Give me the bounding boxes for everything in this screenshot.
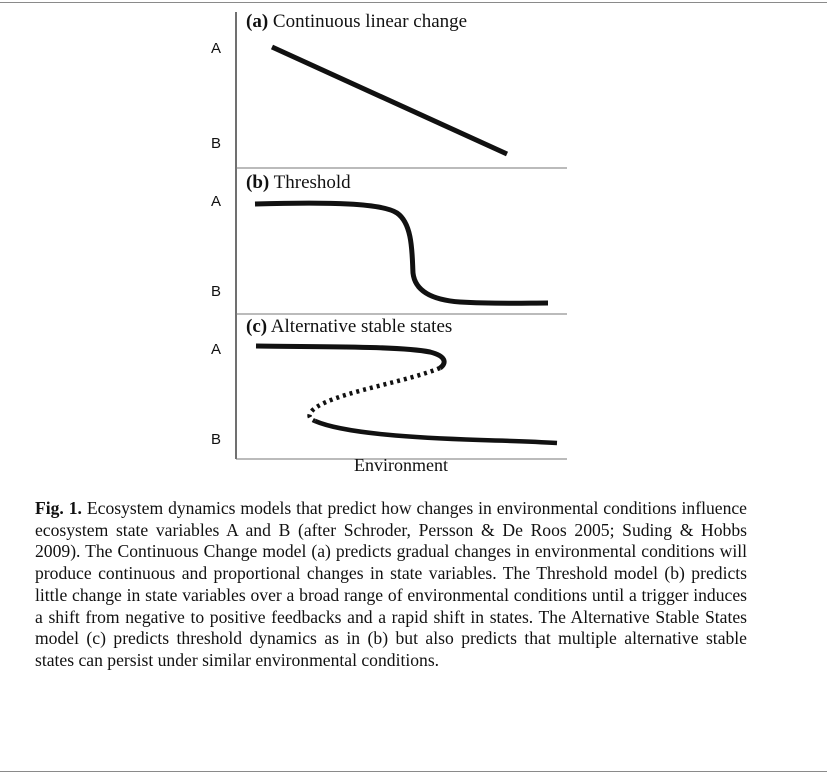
panel-b-title-prefix: (b) xyxy=(246,172,270,193)
x-axis-label: Environment xyxy=(354,455,448,475)
panel-b-state-b-label: B xyxy=(211,283,222,300)
bottom-border-line xyxy=(0,771,827,772)
panel-b xyxy=(211,172,567,314)
panel-b-state-a-label: A xyxy=(211,193,222,210)
caption-label: Fig. 1. xyxy=(35,498,82,518)
panel-c-state-b-label: B xyxy=(211,431,222,448)
panel-c-lower-stable-branch xyxy=(315,421,557,443)
panel-c-title-prefix: (c) xyxy=(246,316,268,337)
panel-c-title-text: Alternative stable states xyxy=(267,316,453,337)
figure-caption xyxy=(35,498,747,672)
panel-b-title xyxy=(246,172,351,193)
panel-c-state-a-label: A xyxy=(211,341,222,358)
panel-c xyxy=(211,316,567,459)
panel-a-title-text: Continuous linear change xyxy=(268,11,468,32)
panel-a-linear-change-curve xyxy=(272,47,507,154)
panel-b-threshold-curve xyxy=(255,203,548,303)
panel-a xyxy=(211,11,567,168)
panel-a-state-b-label: B xyxy=(211,135,222,152)
panel-a-title-prefix: (a) xyxy=(246,11,269,32)
panel-c-title xyxy=(246,316,452,337)
caption-text: Ecosystem dynamics models that predict how changes in environmental conditions influence ecosystem state variables A and B (after Schroder, Persson & De Roos 2005; Suding & Hobbs 2009). The Continuous Change model (a) predicts gradual changes in environmental conditions will produce continuous and proportional changes in state variables. The Threshold model (b) predicts little change in state variables over a broad range of environmental conditions until a trigger induces a shift from negative to positive feedbacks and a rapid shift in states. The Alternative Stable States model (c) predicts threshold dynamics as in (b) but also predicts that multiple alternative stable states can persist under similar environmental conditions. xyxy=(35,498,747,670)
panel-c-upper-stable-branch xyxy=(256,346,444,368)
panel-c-unstable-branch xyxy=(310,368,440,421)
panel-a-title xyxy=(246,11,467,32)
panel-b-title-text: Threshold xyxy=(269,172,351,193)
panel-a-state-a-label: A xyxy=(211,40,222,57)
